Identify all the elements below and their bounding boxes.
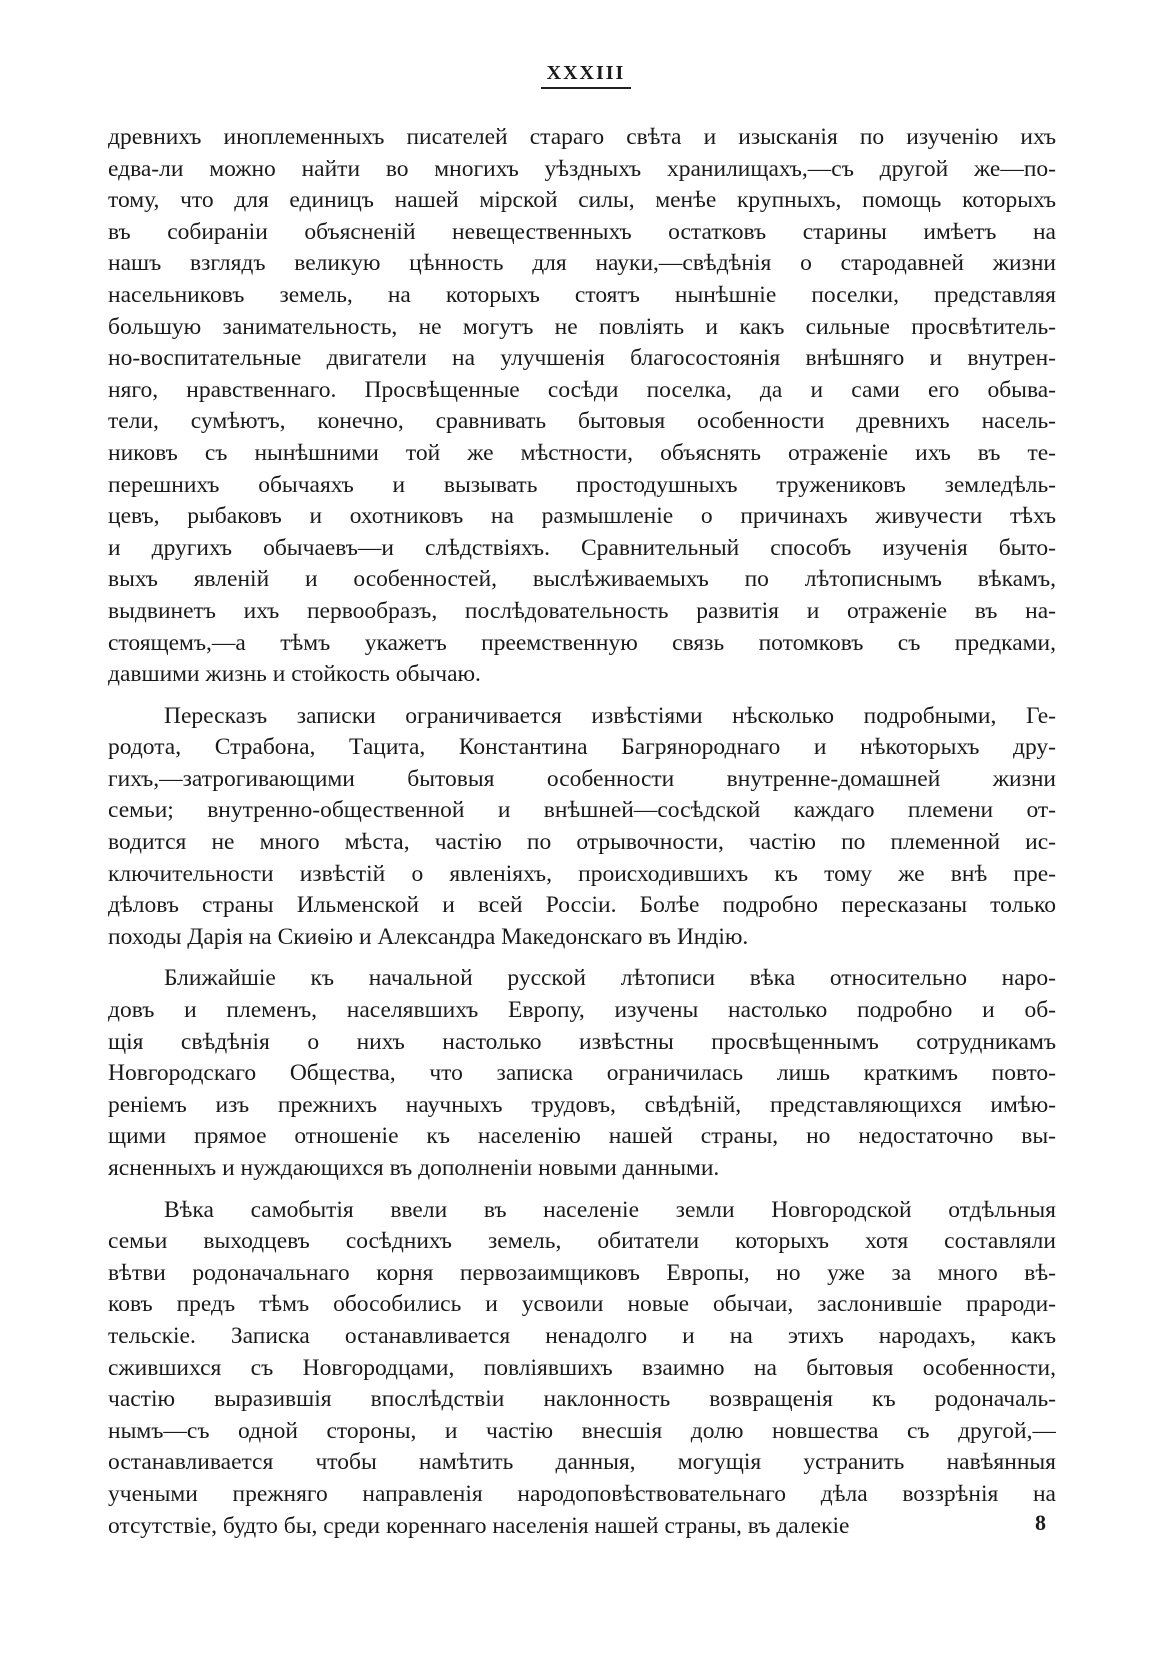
text-line: выхъ явленій и особенностей, выслѣживаемыхъ по лѣтописнымъ вѣкамъ,	[108, 566, 1056, 593]
paragraph	[108, 963, 1056, 1184]
text-line: реніемъ изъ прежнихъ научныхъ трудовъ, свѣдѣній, представляющихся имѣю-	[108, 1091, 1056, 1118]
text-line: въ собираніи объясненій невещественныхъ остатковъ старины имѣетъ на	[108, 218, 1056, 245]
text-line: тельскіе. Записка останавливается ненадолго и на этихъ народахъ, какъ	[108, 1322, 1056, 1349]
text-line: сжившихся съ Новгородцами, повліявшихъ взаимно на бытовыя особенности,	[108, 1354, 1056, 1381]
text-line: нымъ—съ одной стороны, и частію внесшія долю новшества съ другой,—	[108, 1417, 1056, 1444]
text-line: Ближайшіе къ начальной русской лѣтописи вѣка относительно наро-	[164, 965, 1056, 992]
text-line: ключительности извѣстій о явленіяхъ, происходившихъ къ тому же внѣ пре-	[108, 860, 1056, 887]
text-line: довъ и племенъ, населявшихъ Европу, изучены настолько подробно и об-	[108, 997, 1056, 1024]
page-number: XXXIII	[541, 62, 632, 89]
text-line: выдвинетъ ихъ первообразъ, послѣдовательность развитія и отраженіе въ на-	[108, 597, 1056, 624]
text-line: ковъ предъ тѣмъ обособились и усвоили новые обычаи, заслонившіе прароди-	[108, 1291, 1056, 1318]
text-line: родота, Страбона, Тацита, Константина Багрянороднаго и нѣкоторыхъ дру-	[108, 734, 1056, 761]
text-line: нашъ взглядъ великую цѣнность для науки,—свѣдѣнія о стародавней жизни	[108, 250, 1056, 277]
text-line: цевъ, рыбаковъ и охотниковъ на размышленіе о причинахъ живучести тѣхъ	[108, 503, 1056, 530]
text-line: стоящемъ,—а тѣмъ укажетъ преемственную связь потомковъ съ предками,	[108, 629, 1056, 656]
text-line: Новгородскаго Общества, что записка ограничилась лишь краткимъ повто-	[108, 1060, 1056, 1087]
text-line: тому, что для единицъ нашей мірской силы, менѣе крупныхъ, помощь которыхъ	[108, 187, 1056, 214]
text-line: щія свѣдѣнія о нихъ настолько извѣстны просвѣщеннымъ сотрудникамъ	[108, 1028, 1056, 1055]
text-line: семьи выходцевъ сосѣднихъ земель, обитатели которыхъ хотя составляли	[108, 1228, 1056, 1255]
text-line: никовъ съ нынѣшними той же мѣстности, объяснять отраженіе ихъ въ те-	[108, 439, 1056, 466]
text-line: ясненныхъ и нуждающихся въ дополненіи новыми данными.	[108, 1155, 720, 1181]
paragraph	[108, 701, 1056, 954]
text-line: дѣловъ страны Ильменской и всей Россіи. Болѣе подробно пересказаны только	[108, 892, 1056, 919]
text-line: и другихъ обычаевъ—и слѣдствіяхъ. Сравнительный способъ изученія быто-	[108, 534, 1056, 561]
text-line: большую занимательность, не могутъ не повліять и какъ сильные просвѣтитель-	[108, 313, 1056, 340]
text-line: но-воспитательные двигатели на улучшенія благосостоянія внѣшняго и внутрен-	[108, 345, 1056, 372]
text-line: отсутствіе, будто бы, среди кореннаго населенія нашей страны, въ далекіе	[108, 1512, 850, 1539]
text-line: водится не много мѣста, частію по отрывочности, частію по племенной ис-	[108, 829, 1056, 856]
text-line: древнихъ иноплеменныхъ писателей стараго свѣта и изысканія по изученію ихъ	[108, 124, 1056, 150]
text-line: останавливается чтобы намѣтить данныя, могущія устранить навѣянныя	[108, 1449, 1056, 1476]
text-line: насельниковъ земель, на которыхъ стоятъ нынѣшніе поселки, представляя	[108, 281, 1056, 308]
text-line: вѣтви родоначальнаго корня первозаимщиковъ Европы, но уже за много вѣ-	[108, 1259, 1056, 1286]
text-line: едва-ли можно найти во многихъ уѣздныхъ хранилищахъ,—съ другой же—по-	[108, 155, 1056, 182]
body-text	[108, 122, 1056, 1542]
text-line: Пересказъ записки ограничивается извѣстіями нѣсколько подробными, Ге-	[164, 702, 1056, 729]
text-line: тели, сумѣютъ, конечно, сравнивать бытовыя особенности древнихъ насель-	[108, 408, 1056, 435]
text-line: Вѣка самобытія ввели въ населеніе земли Новгородской отдѣльныя	[164, 1196, 1056, 1223]
paragraph-gap	[108, 1185, 1056, 1195]
page-header	[0, 62, 1172, 89]
text-line: частію выразившія впослѣдствіи наклонность возвращенія къ родоначаль-	[108, 1386, 1056, 1413]
paragraph-gap	[108, 953, 1056, 963]
text-line: перешнихъ обычаяхъ и вызывать простодушныхъ тружениковъ земледѣль-	[108, 471, 1056, 498]
text-line: давшими жизнь и стойкость обычаю.	[108, 661, 481, 688]
paragraph	[108, 1195, 1056, 1543]
text-line: учеными прежняго направленія народоповѣствовательнаго дѣла воззрѣнія на	[108, 1480, 1056, 1507]
text-line: походы Дарія на Скиѳію и Александра Македонскаго въ Индію.	[108, 923, 749, 950]
text-line: щими прямое отношеніе къ населенію нашей страны, но недостаточно вы-	[108, 1123, 1056, 1150]
signature-mark: 8	[1035, 1510, 1046, 1535]
text-line: семьи; внутренно-общественной и внѣшней—сосѣдской каждаго племени от-	[108, 797, 1056, 824]
text-line: няго, нравственнаго. Просвѣщенные сосѣди поселка, да и сами его обыва-	[108, 376, 1056, 403]
paragraph	[108, 122, 1056, 691]
text-line: гихъ,—затрогивающими бытовыя особенности внутренне-домашней жизни	[108, 765, 1056, 792]
paragraph-gap	[108, 691, 1056, 701]
